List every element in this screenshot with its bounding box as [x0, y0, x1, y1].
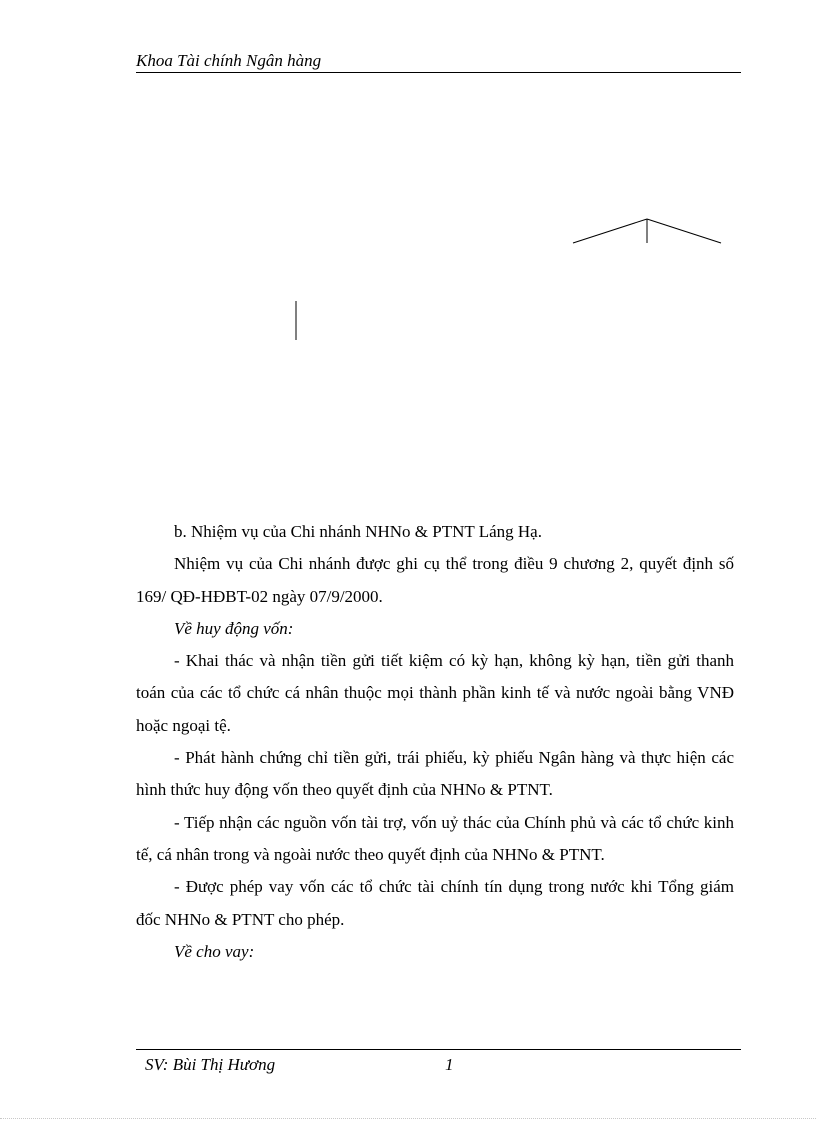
capital-item: - Tiếp nhận các nguồn vốn tài trợ, vốn uỷ thác của Chính phủ và các tổ chức kinh tế, cá nhân trong và ngoài nước theo quyết định của NHNo & PTNT.: [136, 812, 734, 864]
page-footer: [136, 1049, 741, 1080]
header-title: Khoa Tài chính Ngân hàng: [136, 51, 322, 70]
capital-item: - Khai thác và nhận tiền gửi tiết kiệm có kỳ hạn, không kỳ hạn, tiền gửi thanh toán của các tổ chức cá nhân thuộc mọi thành phần kinh tế và nước ngoài bằng VNĐ hoặc ngoại tệ.: [136, 651, 734, 735]
capital-item: - Được phép vay vốn các tổ chức tài chính tín dụng trong nước khi Tổng giám đốc NHNo & PTNT cho phép.: [136, 877, 734, 929]
document-body: [136, 516, 734, 968]
footer-author: SV: Bùi Thị Hương: [145, 1055, 276, 1074]
capital-heading: Về huy động vốn:: [174, 618, 294, 638]
page-number: 1: [445, 1055, 454, 1074]
capital-item: - Phát hành chứng chỉ tiền gửi, trái phiếu, kỳ phiếu Ngân hàng và thực hiện các hình thức huy động vốn theo quyết định của NHNo & PTNT.: [136, 748, 734, 800]
lending-heading: Về cho vay:: [174, 941, 255, 961]
page-header: [136, 48, 741, 73]
chart-connector-right: [647, 219, 721, 243]
chart-connector-left: [573, 219, 647, 243]
page-bottom-divider: [0, 1118, 816, 1119]
section-title: b. Nhiệm vụ của Chi nhánh NHNo & PTNT Láng Hạ.: [174, 522, 542, 541]
intro-paragraph: Nhiệm vụ của Chi nhánh được ghi cụ thể trong điều 9 chương 2, quyết định số 169/ QĐ-HĐBT-02 ngày 07/9/2000.: [136, 554, 734, 606]
org-chart-fragment: [0, 0, 816, 500]
